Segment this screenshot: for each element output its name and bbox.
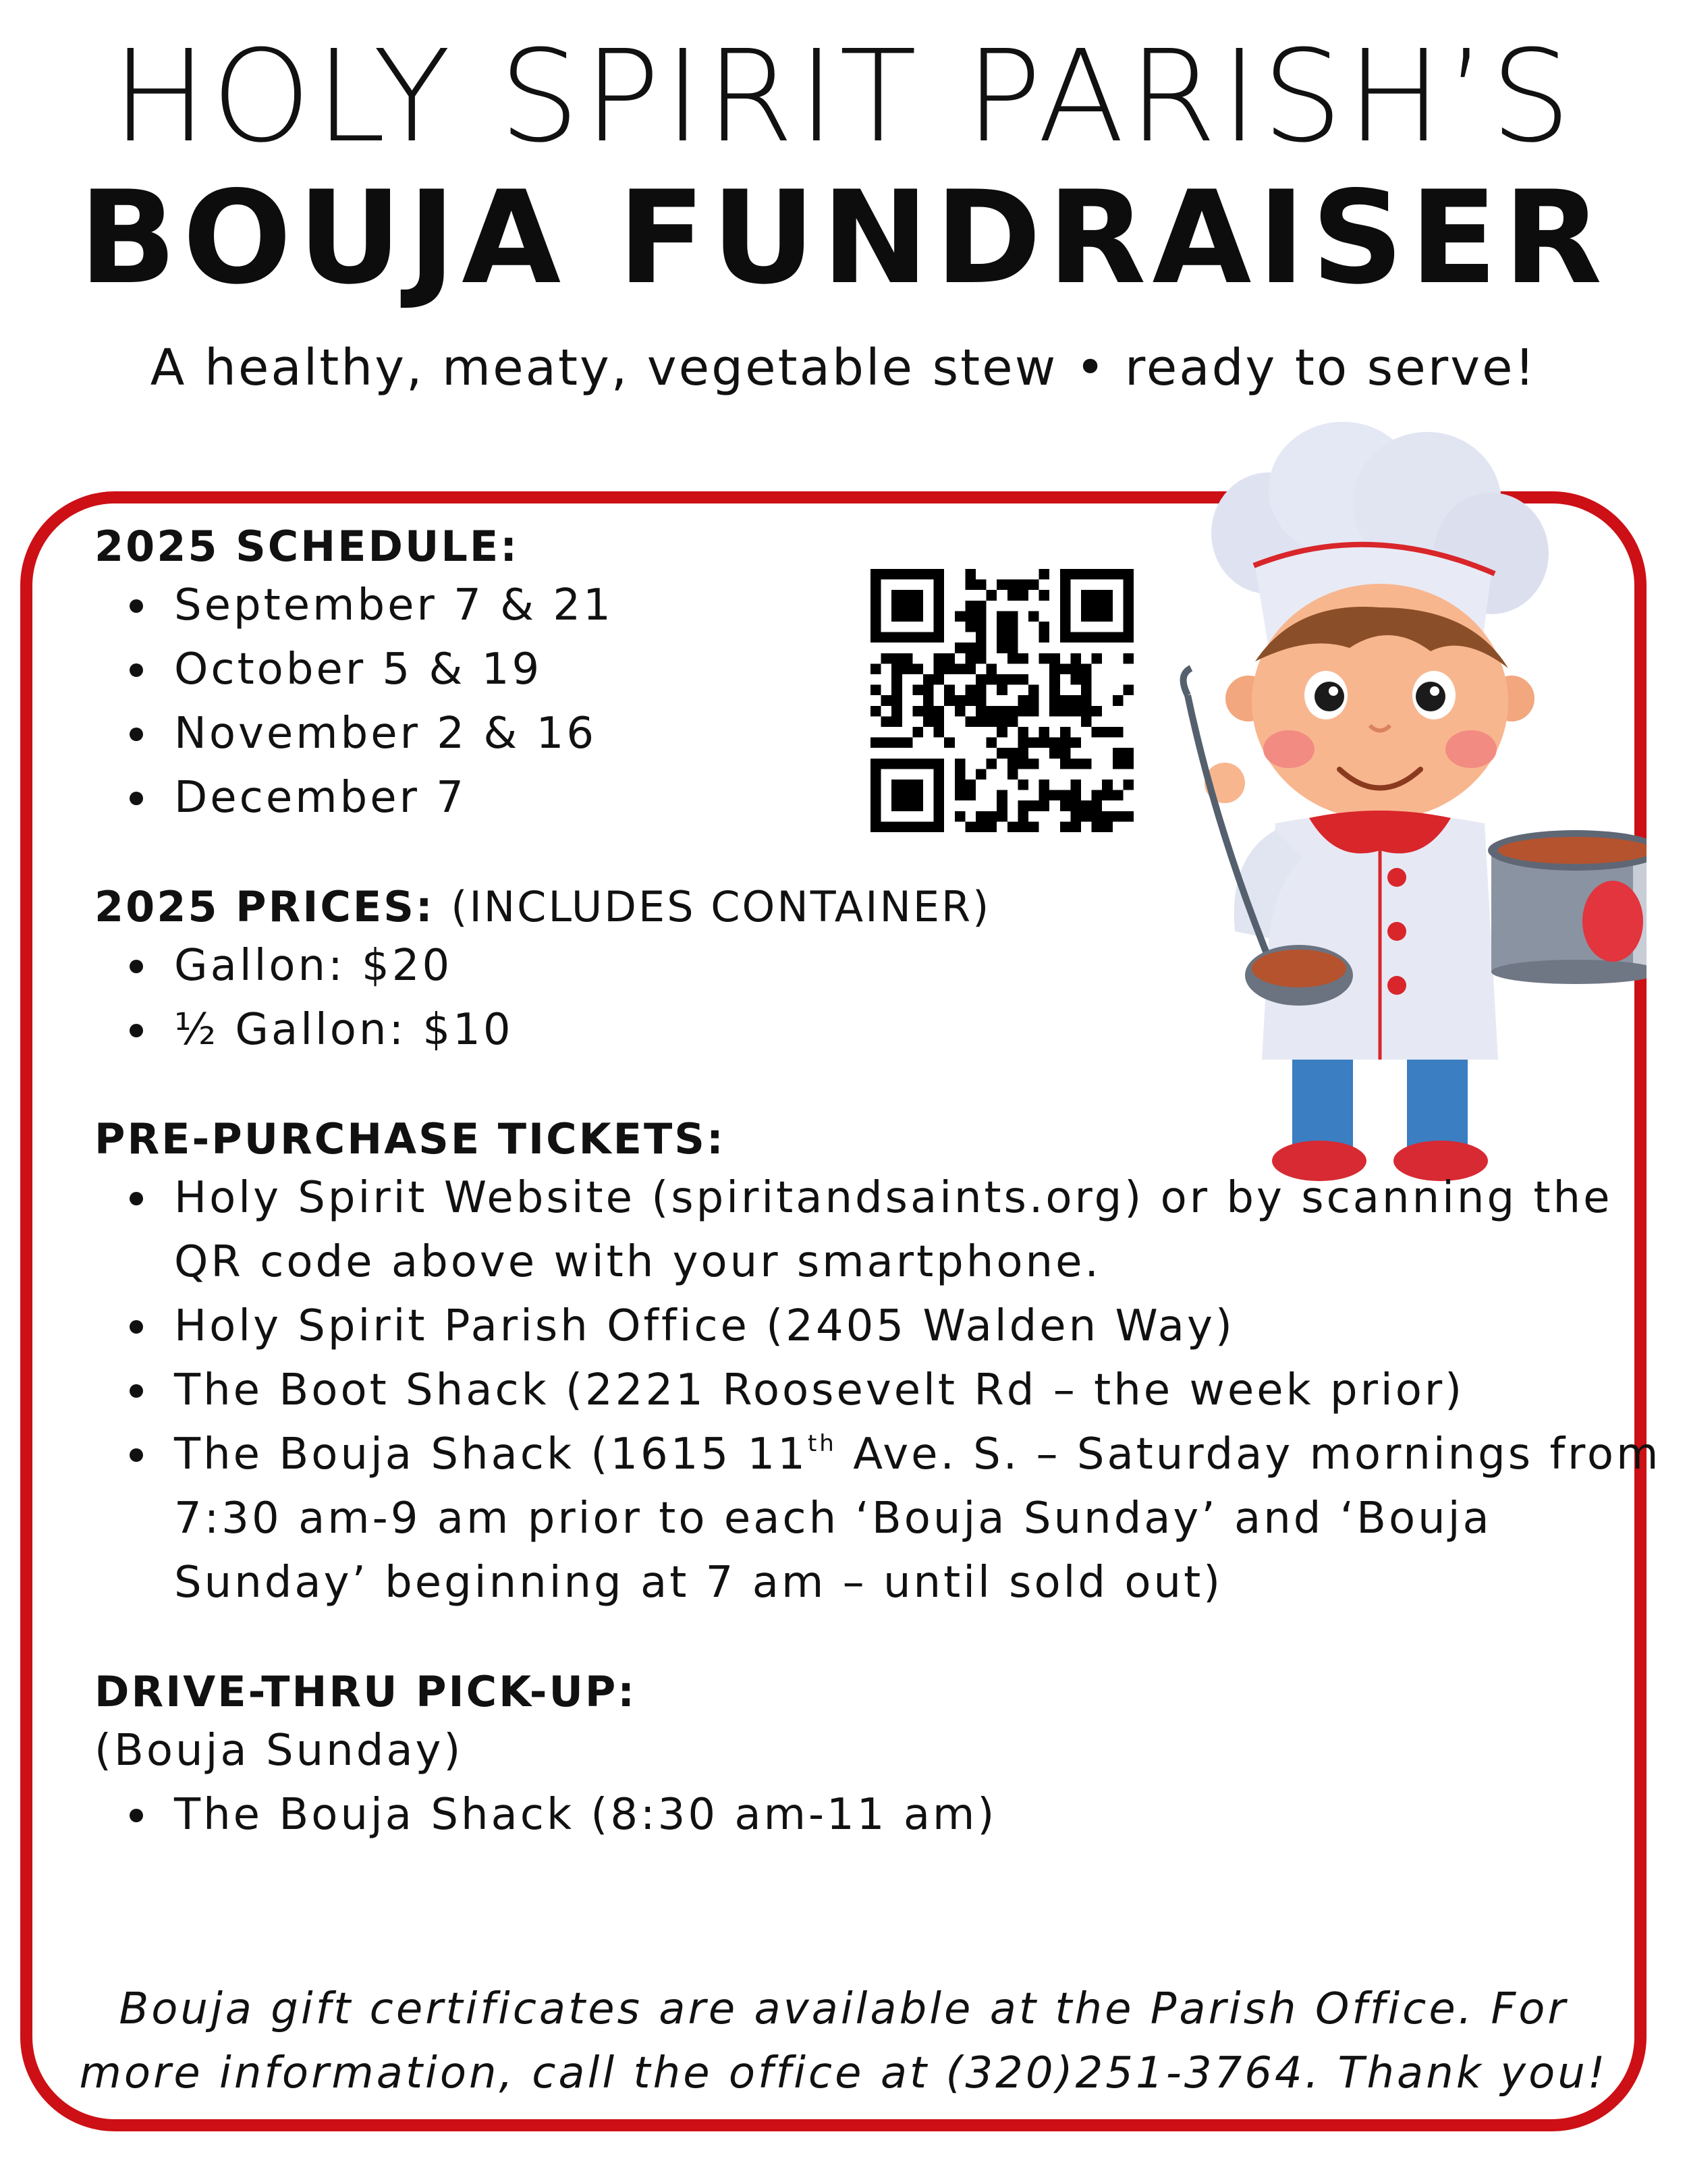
website-line-1: Holy Spirit Website (spiritandsaints.org) or by scanning the (174, 1173, 1613, 1223)
pickup-heading: DRIVE-THRU PICK-UP: (94, 1667, 637, 1716)
pickup-sub: (Bouja Sunday) (94, 1726, 464, 1776)
schedule-item: November 2 & 16 (94, 702, 1566, 766)
footer-line-1: Bouja gift certificates are available at the Parish Office. For (119, 1984, 1568, 2034)
prices-note: (INCLUDES CONTAINER) (451, 882, 991, 931)
tickets-section (94, 1112, 1661, 1615)
ticket-item-website (94, 1166, 1613, 1294)
tickets-heading: PRE-PURCHASE TICKETS: (94, 1114, 725, 1164)
title-line-1: HOLY SPIRIT PARISH’S (111, 23, 1576, 171)
website-line-2: QR code above with your smartphone. (174, 1237, 1101, 1287)
content (94, 520, 1661, 1897)
ticket-item-bouja-shack (94, 1423, 1661, 1615)
footer-line-2: more information, call the office at (320)251-3764. Thank you! (79, 2048, 1608, 2098)
pickup-section (94, 1665, 1566, 1847)
bouja-shack-sup: th (807, 1430, 837, 1457)
schedule-item: October 5 & 19 (94, 638, 1566, 702)
bouja-shack-line-3: Sunday’ beginning at 7 am – until sold out) (174, 1558, 1223, 1608)
schedule-item: September 7 & 21 (94, 574, 1566, 638)
schedule-item: December 7 (94, 766, 1566, 830)
ticket-item-boot-shack: The Boot Shack (2221 Roosevelt Rd – the week prior) (94, 1359, 1566, 1423)
prices-heading-text: 2025 PRICES: (94, 882, 435, 931)
title-line-2: BOUJA FUNDRAISER (78, 163, 1609, 312)
ticket-item-office: Holy Spirit Parish Office (2405 Walden Way) (94, 1294, 1566, 1359)
footer-note (40, 1977, 1647, 2106)
price-item: Gallon: $20 (94, 934, 1566, 998)
prices-heading (94, 880, 1566, 934)
prices-section (94, 880, 1566, 1062)
pickup-item: The Bouja Shack (8:30 am-11 am) (94, 1783, 1566, 1847)
price-item: ½ Gallon: $10 (94, 998, 1566, 1062)
bouja-shack-text-b: Ave. S. – Saturday mornings from (836, 1429, 1661, 1479)
bouja-shack-text-a: The Bouja Shack (1615 11 (174, 1429, 808, 1479)
schedule-section (94, 520, 1566, 830)
subtitle: A healthy, meaty, vegetable stew • ready to serve! (150, 339, 1537, 397)
bouja-shack-line-2: 7:30 am-9 am prior to each ‘Bouja Sunday’ and ‘Bouja (174, 1494, 1492, 1544)
schedule-heading: 2025 SCHEDULE: (94, 522, 520, 571)
